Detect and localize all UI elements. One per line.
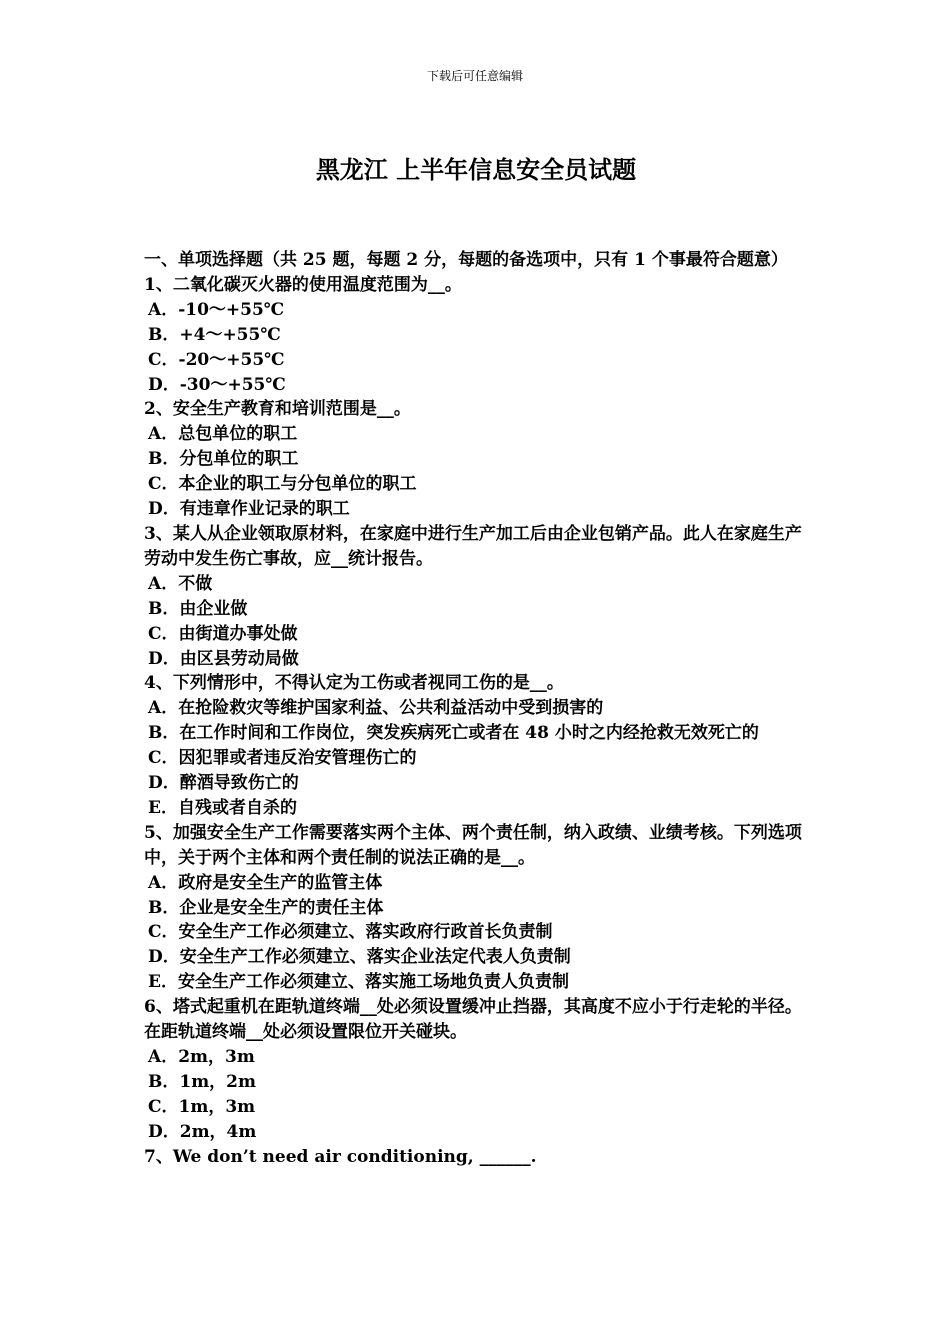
option-c: C．因犯罪或者违反治安管理伤亡的	[148, 748, 417, 769]
question-stem: 6、塔式起重机在距轨道终端__处必须设置缓冲止挡器，其高度不应小于行走轮的半径。在距轨道终端__处必须设置限位开关碰块。	[144, 997, 802, 1043]
option-b: B．+4～+55℃	[148, 324, 281, 345]
option-d: D．由区县劳动局做	[148, 648, 299, 669]
option-e: E．自残或者自杀的	[148, 797, 297, 818]
option-c: C．-20～+55℃	[148, 349, 285, 370]
question-stem: 3、某人从企业领取原材料，在家庭中进行生产加工后由企业包销产品。此人在家庭生产劳动中发生伤亡事故，应__统计报告。	[144, 523, 802, 569]
option-d: D．有违章作业记录的职工	[148, 499, 350, 520]
option-b: B．1m，2m	[148, 1071, 257, 1092]
option-a: A．2m，3m	[148, 1047, 255, 1067]
question-stem: 5、加强安全生产工作需要落实两个主体、两个责任制，纳入政绩、业绩考核。下列选项中，关于两个主体和两个责任制的说法正确的是__。	[144, 822, 802, 868]
question-stem: 7、We don’t need air conditioning, ______.	[144, 1146, 537, 1167]
option-a: A．总包单位的职工	[148, 424, 298, 445]
option-e: E．安全生产工作必须建立、落实施工场地负责人负责制	[148, 972, 569, 993]
option-c: C．由街道办事处做	[148, 623, 298, 644]
option-a: A．在抢险救灾等维护国家利益、公共利益活动中受到损害的	[148, 698, 604, 719]
option-c: C．本企业的职工与分包单位的职工	[148, 474, 417, 495]
option-d: D．-30～+55℃	[148, 374, 286, 395]
option-c: C．安全生产工作必须建立、落实政府行政首长负责制	[148, 922, 553, 943]
option-a: A．-10～+55℃	[148, 299, 285, 320]
option-c: C．1m，3m	[148, 1096, 256, 1117]
option-b: B．分包单位的职工	[148, 449, 299, 470]
option-d: D．安全生产工作必须建立、落实企业法定代表人负责制	[148, 947, 571, 968]
option-d: D．醉酒导致伤亡的	[148, 773, 299, 794]
question-stem: 4、下列情形中，不得认定为工伤或者视同工伤的是__。	[144, 673, 564, 694]
option-a: A．不做	[148, 573, 213, 594]
question-list	[144, 248, 812, 1170]
option-a: A．政府是安全生产的监管主体	[148, 872, 383, 893]
page-title: 黑龙江 上半年信息安全员试题	[315, 155, 637, 184]
header-note: 下载后可任意编辑	[426, 69, 523, 83]
option-d: D．2m，4m	[148, 1121, 257, 1142]
option-b: B．由企业做	[148, 598, 248, 619]
option-b: B．在工作时间和工作岗位，突发疾病死亡或者在 48 小时之内经抢救无效死亡的	[148, 723, 759, 744]
question-stem: 2、安全生产教育和培训范围是__。	[144, 399, 411, 420]
question-stem: 1、二氧化碳灭火器的使用温度范围为__。	[144, 274, 462, 295]
section-heading: 一、单项选择题（共 25 题，每题 2 分，每题的备选项中，只有 1 个事最符合题意）	[144, 250, 788, 270]
option-b: B．企业是安全生产的责任主体	[148, 897, 384, 918]
